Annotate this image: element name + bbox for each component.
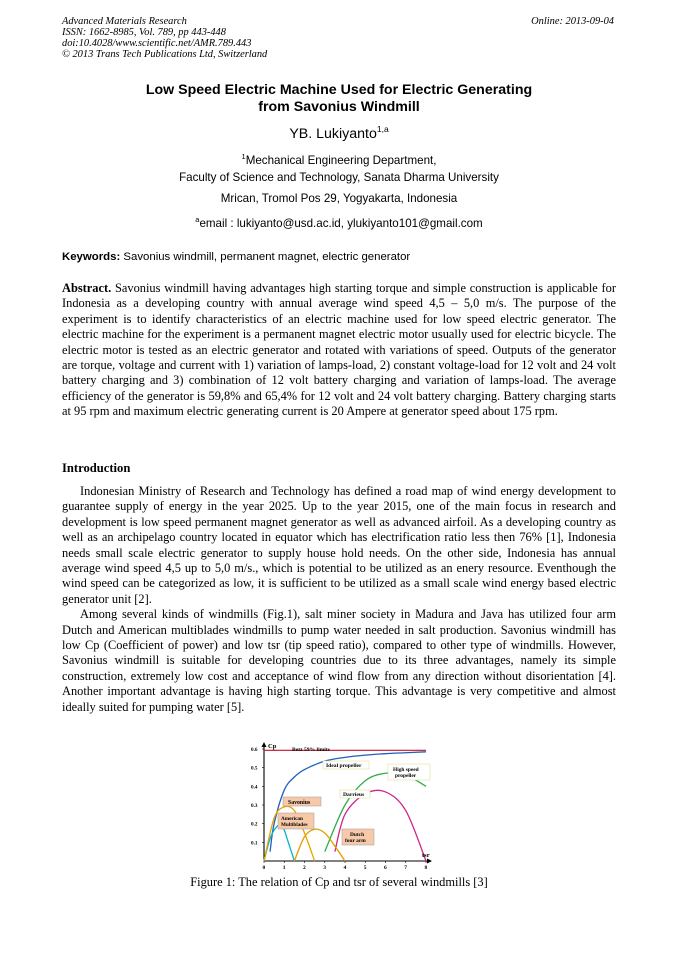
curve-dutch-four-arm	[294, 829, 345, 861]
cp-tsr-chart	[250, 741, 436, 872]
y-axis-arrow	[262, 742, 267, 747]
savonius-label: Savonius	[288, 800, 311, 806]
affiliation-line-2: Faculty of Science and Technology, Sanata Dharma University	[179, 171, 499, 184]
journal-name: Advanced Materials Research	[62, 16, 187, 27]
copyright: © 2013 Trans Tech Publications Ltd, Switzerland	[62, 49, 268, 60]
paper-title	[62, 82, 616, 116]
email-text: email : lukiyanto@usd.ac.id, ylukiyanto101@gmail.com	[199, 217, 483, 230]
author-sup: 1,a	[376, 124, 389, 134]
x-tick-label: 4	[343, 865, 347, 871]
intro-paragraph-1: Indonesian Ministry of Research and Technology has defined a road map of wind energy development to guarantee supply of energy in the year 2025. Up to the year 2015, one of the main focus in research and development is low speed permanent magnet generator as well as advanced airfoil. As a developing country as well as an archipelago country located in equator which has electrification ratio less then 76% [1], Indonesia needs small scale electric generator to supply house hold needs. On the other side, Indonesia has annual average wind speed 4,5 up to 5,0 m/s., which is potential to be utilized as an enery resource. Eventhough the wind speed can be categorized as low, it is sufficient to be utilized as a small scale wind energy based electric generator unit [2].	[62, 484, 616, 606]
american-label-1: American	[281, 816, 303, 822]
x-tick-label: 7	[404, 865, 407, 871]
keywords-label: Keywords:	[62, 251, 121, 263]
affiliation-sup: 1	[241, 152, 246, 161]
dutch-label-2: four arm	[345, 838, 366, 844]
dutch-label-1: Dutch	[350, 832, 365, 838]
intro-paragraph-2: Among several kinds of windmills (Fig.1), salt miner society in Madura and Java has utilized four arm Dutch and American multiblades windmills to pump water needed in salt production. Savonius windmill has low Cp (Coefficient of power) and low tsr (tip speed ratio), compared to other type of windmills. However, Savonius windmill is suitable for developing countries due to its three advantages, namely its simple construction, extremely low cost and acceptance of wind flow from any direction without disorientation [4]. Another important advantage is having high starting torque. This advantage is very competitive and almost ideally suited for pumping water [5].	[62, 607, 616, 714]
x-tick-label: 0	[262, 865, 266, 871]
ideal-propeller-label: Ideal propeller	[326, 763, 362, 769]
introduction-heading: Introduction	[62, 461, 131, 475]
title-line-1: Low Speed Electric Machine Used for Electric Generating	[145, 82, 533, 98]
affiliation-line-3: Mrican, Tromol Pos 29, Yogyakarta, Indonesia	[220, 192, 458, 205]
x-tick-label: 5	[363, 865, 367, 871]
abstract-label: Abstract.	[62, 281, 112, 295]
darrieus-label: Darrieus	[343, 792, 365, 798]
betz-label: Betz 59% limits	[292, 747, 330, 753]
x-axis-label: tsr	[422, 852, 430, 859]
affiliation-dept: Mechanical Engineering Department,	[245, 154, 437, 167]
x-tick-label: 6	[384, 865, 387, 871]
x-axis-arrow	[427, 859, 432, 864]
y-axis-label: Cp	[268, 743, 277, 750]
doi: doi:10.4028/www.scientific.net/AMR.789.443	[62, 38, 252, 49]
affiliation-line-1	[62, 150, 616, 168]
issn: ISSN: 1662-8985, Vol. 789, pp 443-448	[62, 27, 226, 38]
abstract-text: Savonius windmill having advantages high starting torque and simple construction is applicable for Indonesia as a developing country with annual average wind speed 4,5 – 5,0 m/s. The purpose of the experiment is to identify characteristics of an electric machine used for low speed electric generator. The electric machine for the experiment is a permanent magnet electric motor usually used for electric bicycle. The electric motor is tested as an electric generator and rotated with variations of speed. Outputs of the generator are torque, voltage and current with 1) variation of lamps-load, 2) constant voltage-load for 12 volt and 24 volt battery charging and 3) combination of 12 volt battery charging and variation of lamps-load. The average efficiency of the generator is 59,8% and 65,4% for 12 volt and 24 volt battery charging. Battery charging starts at 95 rpm and maximum electric generating current is 20 Ampere at generator speed about 175 rpm.	[62, 281, 616, 419]
keywords-text: Savonius windmill, permanent magnet, electric generator	[120, 251, 411, 263]
x-tick-label: 8	[424, 865, 428, 871]
title-line-2: from Savonius Windmill	[258, 99, 420, 115]
keywords	[62, 250, 616, 264]
online-date: Online: 2013-09-04	[531, 16, 614, 27]
x-tick-label: 2	[303, 865, 306, 871]
x-tick-label: 1	[282, 865, 286, 871]
high-speed-label-1: High speed	[393, 767, 419, 773]
author	[62, 121, 616, 143]
curve-high-speed-propeller	[325, 773, 426, 852]
y-tick-label: 0.1	[251, 840, 258, 847]
abstract	[62, 281, 616, 420]
figure-caption: Figure 1: The relation of Cp and tsr of several windmills [3]	[190, 875, 488, 889]
y-tick-label: 0.5	[251, 765, 258, 772]
author-name: YB. Lukiyanto	[289, 126, 377, 142]
journal-header	[62, 16, 267, 60]
curve-darrieus	[335, 790, 426, 861]
high-speed-label-2: propeller	[395, 773, 417, 779]
email-sup: a	[195, 215, 200, 224]
american-label-2: Multiblades	[281, 822, 308, 828]
author-email	[62, 213, 616, 231]
y-tick-label: 0.3	[251, 803, 258, 809]
y-tick-label: 0.4	[251, 784, 258, 791]
chart-labels	[268, 743, 430, 859]
y-tick-label: 0.2	[251, 821, 258, 828]
y-tick-label: 0.6	[251, 747, 258, 753]
x-tick-label: 3	[323, 865, 326, 871]
introduction-body	[62, 484, 616, 715]
